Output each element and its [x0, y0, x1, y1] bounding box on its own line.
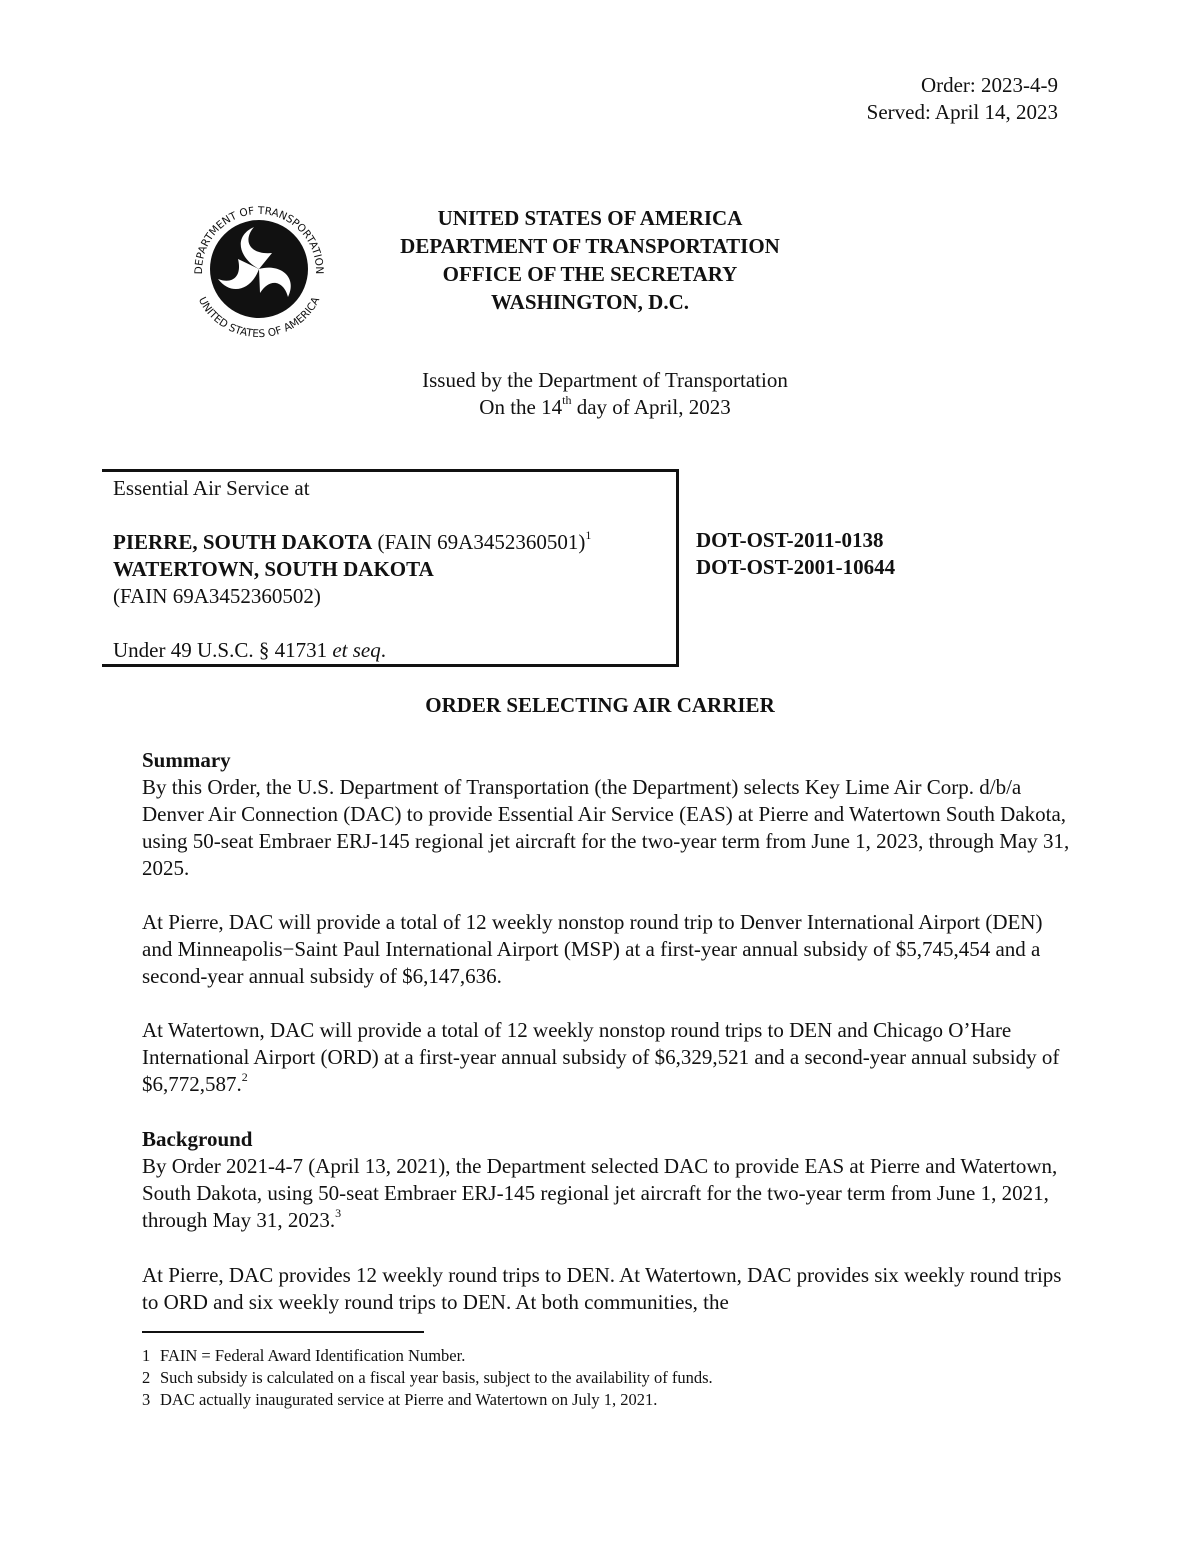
pierre-name: PIERRE, SOUTH DAKOTA	[113, 530, 373, 554]
background-paragraph-1-text: By Order 2021-4-7 (April 13, 2021), the Department selected DAC to provide EAS at Pierre and Watertown, South Dakota, using 50-seat Embraer ERJ-145 regional jet aircraft for the two-year term from June 1, 2021, through May 31, 2023.	[142, 1154, 1058, 1232]
summary-paragraph-2: At Pierre, DAC will provide a total of 12 weekly nonstop round trip to Denver International Airport (DEN) and Minneapolis−Saint Paul International Airport (MSP) at a first-year annual subsidy of $5,745,454 and a second-year annual subsidy of $6,147,636.	[142, 910, 1043, 988]
issued-date-prefix: On the 14	[479, 395, 563, 419]
watertown-fain: (FAIN 69A3452360502)	[113, 584, 321, 608]
footnote-number: 3	[142, 1390, 151, 1409]
footnote-text: DAC actually inaugurated service at Pierre and Watertown on July 1, 2021.	[160, 1390, 658, 1409]
summary-heading: Summary	[142, 748, 231, 772]
footnote-ref-2[interactable]: 2	[241, 1070, 248, 1084]
ordinal-suffix: th	[562, 393, 572, 407]
summary-paragraph-3-block	[142, 1017, 1072, 1098]
agency-line: DEPARTMENT OF TRANSPORTATION	[400, 234, 780, 258]
footnote-number: 1	[142, 1346, 151, 1365]
footnotes	[142, 1345, 713, 1411]
statute-text: Under 49 U.S.C. § 41731	[113, 638, 333, 662]
dot-seal-icon	[180, 193, 338, 341]
docket-number: DOT-OST-2001-10644	[696, 555, 896, 579]
footnote-divider	[142, 1331, 424, 1333]
docket-numbers	[696, 527, 895, 581]
background-paragraph-2: At Pierre, DAC provides 12 weekly round trips to DEN. At Watertown, DAC provides six weekly round trips to ORD and six weekly round trips to DEN. At both communities, the	[142, 1263, 1062, 1314]
caption-watertown	[113, 556, 591, 583]
caption-intro: Essential Air Service at	[113, 476, 310, 500]
seal-ring-top: DEPARTMENT OF TRANSPORTATION	[192, 204, 326, 275]
background-section	[142, 1126, 1072, 1234]
footnote	[142, 1345, 713, 1367]
agency-line: OFFICE OF THE SECRETARY	[442, 262, 738, 286]
background-heading: Background	[142, 1127, 253, 1151]
pierre-fain: (FAIN 69A3452360501)	[372, 530, 586, 554]
footnote-ref-3[interactable]: 3	[335, 1206, 342, 1220]
agency-line: UNITED STATES OF AMERICA	[437, 206, 743, 230]
dot-seal-graphic	[180, 193, 338, 341]
caption-statute	[113, 637, 591, 664]
summary-section	[142, 747, 1072, 882]
caption-pierre	[113, 529, 591, 556]
statute-period: .	[380, 638, 386, 662]
issued-date-suffix: day of April, 2023	[571, 395, 731, 419]
footnote	[142, 1389, 713, 1411]
case-caption-box	[102, 469, 679, 667]
issued-line-1: Issued by the Department of Transportation	[422, 368, 788, 392]
order-number: Order: 2023-4-9	[920, 73, 1058, 97]
issued-line-2	[360, 394, 850, 421]
summary-paragraph-3	[142, 1017, 1072, 1098]
background-paragraph-1	[142, 1153, 1072, 1234]
issued-statement	[360, 367, 850, 421]
agency-heading	[360, 204, 820, 316]
footnote-ref-1[interactable]: 1	[585, 528, 592, 542]
footnote-text: Such subsidy is calculated on a fiscal year basis, subject to the availability of funds.	[160, 1368, 713, 1387]
summary-paragraph-1: By this Order, the U.S. Department of Transportation (the Department) selects Key Lime Air Corp. d/b/a Denver Air Connection (DAC) to provide Essential Air Service (EAS) at Pierre and Watertown South Dakota, using 50-seat Embraer ERJ-145 regional jet aircraft for the two-year term from June 1, 2023, through May 31, 2025.	[142, 775, 1070, 880]
seal-ring-bottom: UNITED STATES OF AMERICA	[195, 295, 323, 341]
order-meta	[867, 72, 1058, 126]
watertown-name: WATERTOWN, SOUTH DAKOTA	[113, 557, 434, 581]
served-date: Served: April 14, 2023	[866, 100, 1058, 124]
background-paragraph-2-block	[142, 1262, 1072, 1316]
footnote-text: FAIN = Federal Award Identification Number.	[160, 1346, 466, 1365]
footnote	[142, 1367, 713, 1389]
order-title: ORDER SELECTING AIR CARRIER	[425, 693, 775, 717]
footnote-number: 2	[142, 1368, 151, 1387]
summary-paragraph-2-block	[142, 909, 1072, 990]
agency-line: WASHINGTON, D.C.	[491, 290, 689, 314]
docket-number: DOT-OST-2011-0138	[696, 528, 884, 552]
statute-italic: et seq	[332, 638, 381, 662]
summary-paragraph-3-text: At Watertown, DAC will provide a total of 12 weekly nonstop round trips to DEN and Chicago O’Hare International Airport (ORD) at a first-year annual subsidy of $6,329,521 and a second-year annual subsidy of $6,772,587.	[142, 1018, 1060, 1096]
